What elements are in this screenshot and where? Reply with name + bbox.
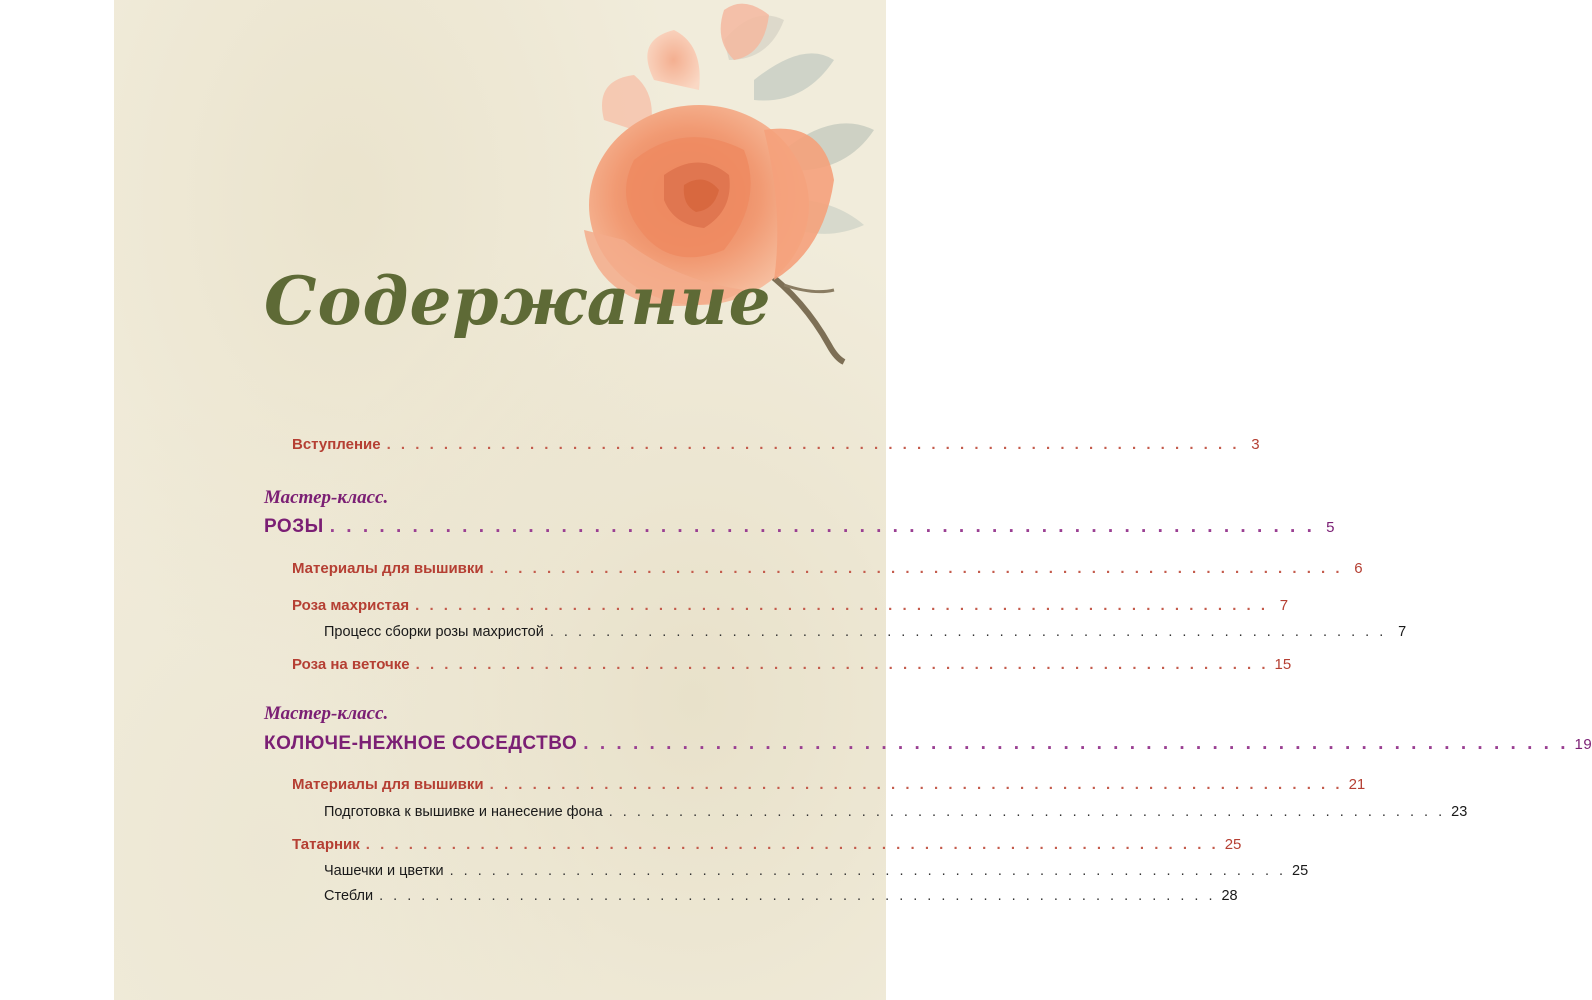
toc-entry-page: 25 <box>1292 863 1309 879</box>
toc-entry[interactable] <box>292 656 1292 673</box>
dot-leader: . . . . . . . . . . . . . . . . . . . . . . . . . . . . . . . . . . . . . . . . . . . . . . . . . . . . . . . . . . . . <box>489 560 1343 577</box>
dot-leader: . . . . . . . . . . . . . . . . . . . . . . . . . . . . . . . . . . . . . . . . . . . . . . . . . . . . . . . . . . . . <box>583 733 1569 754</box>
toc-subentry[interactable] <box>324 888 1238 904</box>
toc-entry-label: Чашечки и цветки <box>324 863 444 879</box>
dot-leader: . . . . . . . . . . . . . . . . . . . . . . . . . . . . . . . . . . . . . . . . . . . . . . . . . . . . . . . . . . . . <box>379 888 1216 904</box>
dot-leader: . . . . . . . . . . . . . . . . . . . . . . . . . . . . . . . . . . . . . . . . . . . . . . . . . . . . . . . . . . . . <box>329 516 1315 537</box>
dot-leader: . . . . . . . . . . . . . . . . . . . . . . . . . . . . . . . . . . . . . . . . . . . . . . . . . . . . . . . . . . . . <box>549 624 1387 640</box>
toc-section-page: 5 <box>1326 519 1335 536</box>
toc-entry-label: Материалы для вышивки <box>292 560 484 577</box>
toc-entry-intro[interactable] <box>292 436 1260 453</box>
toc-subentry[interactable] <box>324 624 1407 640</box>
book-page <box>114 0 1592 1000</box>
dot-leader: . . . . . . . . . . . . . . . . . . . . . . . . . . . . . . . . . . . . . . . . . . . . . . . . . . . . . . . . . . . . <box>386 436 1240 453</box>
toc-entry-label: Подготовка к вышивке и нанесение фона <box>324 804 603 820</box>
toc-entry-label: Процесс сборки розы махристой <box>324 624 544 640</box>
dot-leader: . . . . . . . . . . . . . . . . . . . . . . . . . . . . . . . . . . . . . . . . . . . . . . . . . . . . . . . . . . . . <box>489 776 1343 793</box>
page-title: Содержание <box>264 262 772 340</box>
toc-entry-page: 21 <box>1348 776 1366 793</box>
toc-entry-label: Стебли <box>324 888 374 904</box>
toc-entry-page: 6 <box>1354 560 1363 577</box>
toc-entry-page: 25 <box>1224 836 1242 853</box>
toc-subentry[interactable] <box>324 804 1468 820</box>
toc-entry[interactable] <box>292 597 1289 614</box>
dot-leader: . . . . . . . . . . . . . . . . . . . . . . . . . . . . . . . . . . . . . . . . . . . . . . . . . . . . . . . . . . . . <box>449 863 1287 879</box>
dot-leader: . . . . . . . . . . . . . . . . . . . . . . . . . . . . . . . . . . . . . . . . . . . . . . . . . . . . . . . . . . . . <box>415 656 1269 673</box>
dot-leader: . . . . . . . . . . . . . . . . . . . . . . . . . . . . . . . . . . . . . . . . . . . . . . . . . . . . . . . . . . . . <box>608 804 1446 820</box>
dot-leader: . . . . . . . . . . . . . . . . . . . . . . . . . . . . . . . . . . . . . . . . . . . . . . . . . . . . . . . . . . . . <box>365 836 1219 853</box>
toc-entry-label: Роза махристая <box>292 597 410 614</box>
toc-entry-page: 7 <box>1398 624 1407 640</box>
dot-leader: . . . . . . . . . . . . . . . . . . . . . . . . . . . . . . . . . . . . . . . . . . . . . . . . . . . . . . . . . . . . <box>415 597 1269 614</box>
toc-subentry[interactable] <box>324 863 1309 879</box>
toc-entry-label: Вступление <box>292 436 381 453</box>
toc-entry-page: 23 <box>1451 804 1468 820</box>
master-class-label: Мастер-класс. <box>264 487 389 508</box>
toc-entry-page: 15 <box>1274 656 1292 673</box>
master-class-label: Мастер-класс. <box>264 703 389 724</box>
toc-section-roses[interactable] <box>264 516 1335 538</box>
toc-section-title: КОЛЮЧЕ-НЕЖНОЕ СОСЕДСТВО <box>264 733 578 754</box>
toc-entry-page: 7 <box>1279 597 1289 614</box>
toc-section-title: РОЗЫ <box>264 516 324 537</box>
toc-entry-label: Роза на веточке <box>292 656 410 673</box>
toc-entry-label: Татарник <box>292 836 360 853</box>
toc-entry-page: 28 <box>1221 888 1238 904</box>
toc-section-thistle[interactable] <box>264 733 1592 755</box>
toc-entry[interactable] <box>292 776 1366 793</box>
toc-section-page: 19 <box>1574 736 1592 753</box>
toc-entry-label: Материалы для вышивки <box>292 776 484 793</box>
toc-entry-page: 3 <box>1251 436 1260 453</box>
toc-entry[interactable] <box>292 836 1242 853</box>
toc-entry[interactable] <box>292 560 1363 577</box>
